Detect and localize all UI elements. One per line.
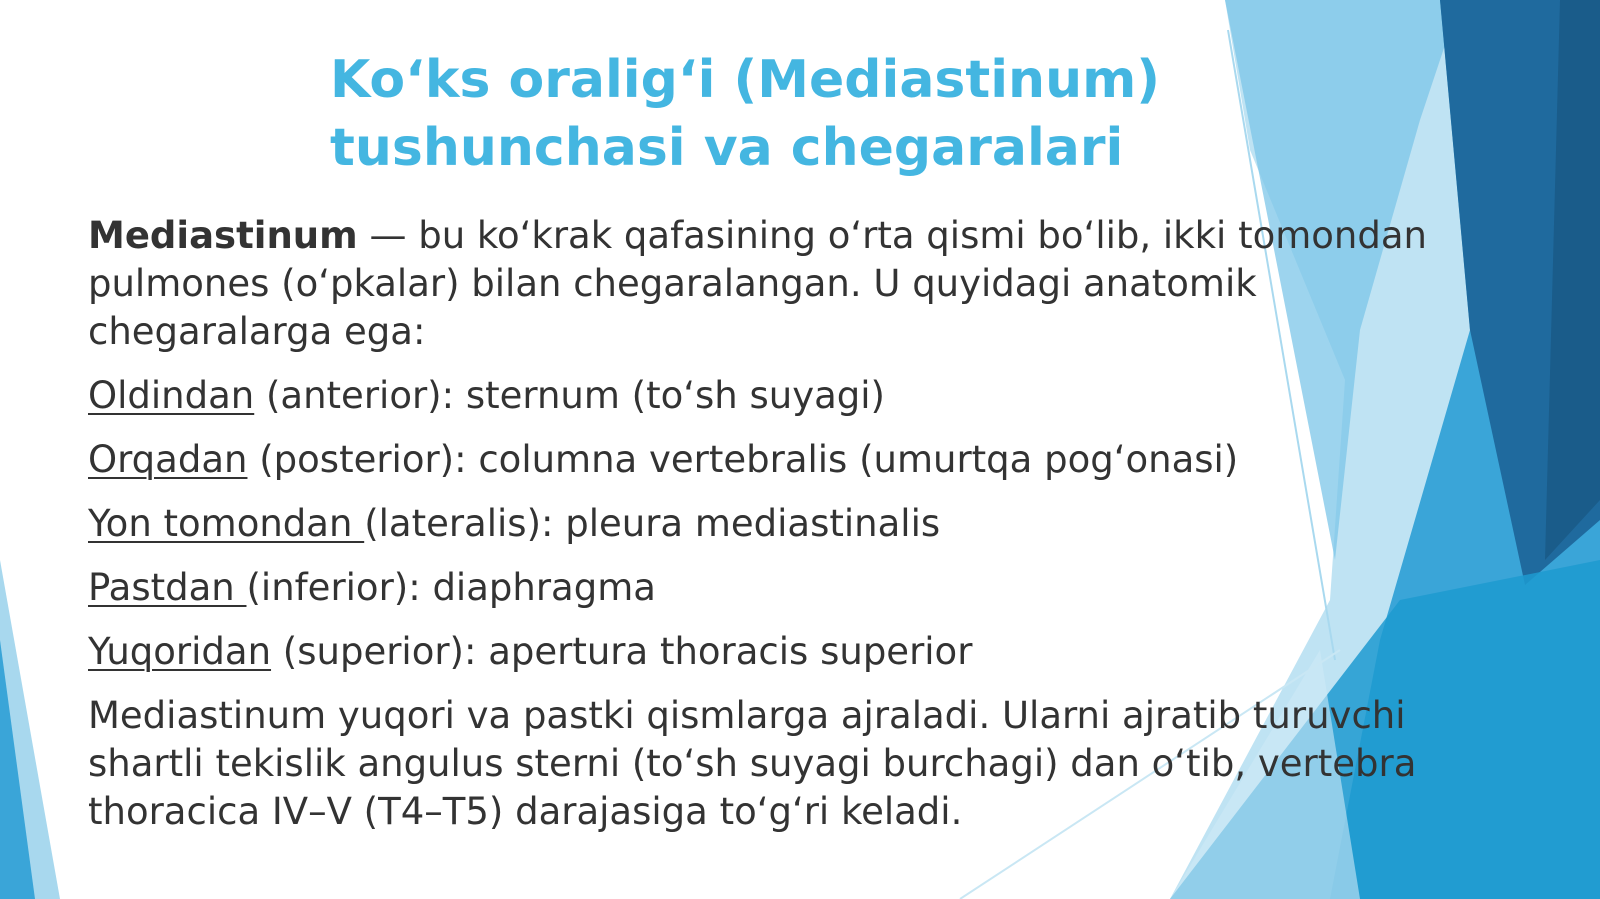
boundary-label: Oldindan <box>88 374 255 417</box>
boundary-text: (anterior): sternum (to‘sh suyagi) <box>254 374 885 417</box>
slide-body <box>88 212 1428 852</box>
intro-text: — bu ko‘krak qafasining o‘rta qismi bo‘lib, ikki tomondan pulmones (o‘pkalar) bilan chegaralangan. U quyidagi anatomik chegaralarga ega: <box>88 214 1427 353</box>
slide-title-line2: tushunchasi va chegaralari <box>330 118 1124 178</box>
intro-term: Mediastinum <box>88 214 358 257</box>
boundary-text: (lateralis): pleura mediastinalis <box>364 502 941 545</box>
boundary-text: (posterior): columna vertebralis (umurtqa pog‘onasi) <box>247 438 1239 481</box>
boundary-label: Pastdan <box>88 566 247 609</box>
boundary-item <box>88 628 1428 676</box>
slide-title-line1: Ko‘ks oralig‘i (Mediastinum) <box>330 50 1161 110</box>
slide-title <box>330 46 1230 182</box>
closing-paragraph: Mediastinum yuqori va pastki qismlarga ajraladi. Ularni ajratib turuvchi shartli tekislik angulus sterni (to‘sh suyagi burchagi) dan o‘tib, vertebra thoracica IV–V (T4–T5) darajasiga to‘g‘ri keladi. <box>88 694 1417 833</box>
boundary-text: (superior): apertura thoracis superior <box>271 630 973 673</box>
boundary-item <box>88 372 1428 420</box>
intro-paragraph <box>88 212 1428 356</box>
boundary-text: (inferior): diaphragma <box>246 566 656 609</box>
boundary-item <box>88 564 1428 612</box>
boundary-label: Yon tomondan <box>88 502 365 545</box>
boundary-item <box>88 436 1428 484</box>
boundary-label: Orqadan <box>88 438 248 481</box>
boundary-item <box>88 500 1428 548</box>
boundary-label: Yuqoridan <box>88 630 272 673</box>
